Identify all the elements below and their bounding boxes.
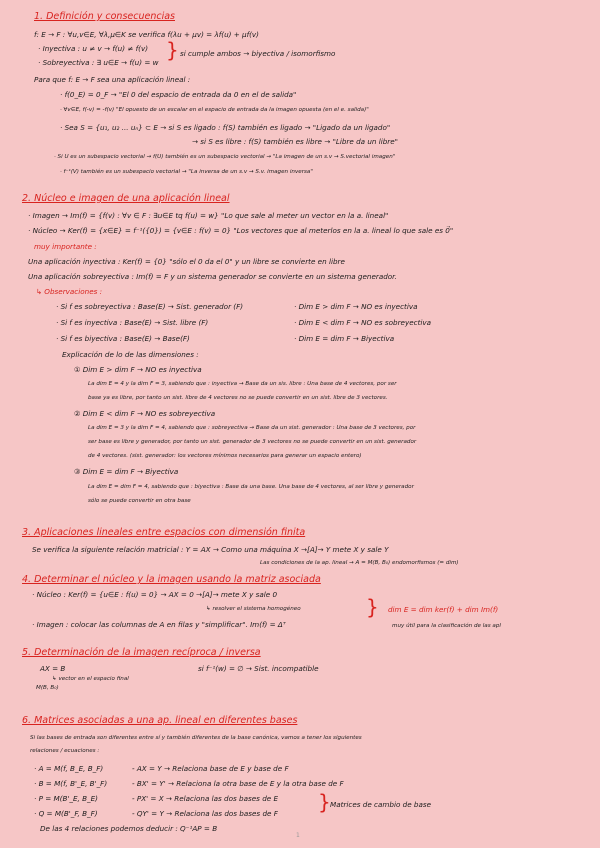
case-2-text-b: ser base es libre y generador, por tanto un sist. generador de 3 vectores no se puede convertir en un sist. generador <box>88 439 417 445</box>
section-1-title: 1. Definición y consecuencias <box>34 11 175 22</box>
solve-homogeneous: ↳ resolver el sistema homogéneo <box>206 606 301 612</box>
rank-nullity-note: muy útil para la clasificación de las apl <box>392 623 501 629</box>
matrix-p: · P = M(B'_E, B_E) <box>34 794 98 803</box>
image-def: · Imagen → Im(f) = {f(v) : ∀v ∈ F : ∃u∈E tq f(u) = w} "Lo que sale al meter un vector en la a. lineal" <box>28 211 389 220</box>
matrix-mb: M(B, B₀) <box>36 685 59 691</box>
important-label: muy importante : <box>34 242 97 251</box>
matrix-conditions: Las condiciones de la ap. lineal → A = M(B, B₀) endomorfismos (= dim) <box>260 560 459 566</box>
case-1-text-a: La dim E = 4 y la dim F = 3, sabiendo que : inyectiva → Base da un sis. libre : Una base de 4 vectores, por ser <box>88 381 397 387</box>
case-2-text-c: de 4 vectores. (sist. generador: los vectores mínimos necesarios para generar un espacio entero) <box>88 453 362 459</box>
brace: } <box>318 790 331 814</box>
property-opposite: · ∀v∈E, f(-v) = -f(v) "El opuesto de un escalar en el espacio de entrada da la imagen opuesta (en el e. salida)" <box>60 107 369 113</box>
injective-def: · Inyectiva : u ≠ v → f(u) ≠ f(v) <box>38 44 149 53</box>
surjective-def: · Sobreyectiva : ∃ u∈E → f(u) = w <box>38 58 159 67</box>
relation-px: - PX' = X → Relaciona las dos bases de E <box>132 794 279 803</box>
matrix-relation: Se verifica la siguiente relación matricial : Y = AX → Como una máquina X →[A]→ Y mete X y sale Y <box>32 545 389 554</box>
section-4-title: 4. Determinar el núcleo y la imagen usando la matriz asociada <box>22 574 321 585</box>
case-3-text-a: La dim E = dim F = 4, sabiendo que : biyectiva : Base da una base. Una base de 4 vectores, al ser libre y generador <box>88 484 414 490</box>
case-3: ③ Dim E = dim F → Biyectiva <box>74 467 179 476</box>
surjective-note: Una aplicación sobreyectiva : Im(f) = F y un sistema generador se convierte en un sistema generador. <box>28 272 397 281</box>
relation-ax: - AX = Y → Relaciona base de E y base de F <box>132 764 289 773</box>
bases-intro: Si las bases de entrada son diferentes entre sí y también diferentes de la base canónica, vamos a tener los siguientes <box>30 735 362 741</box>
rank-nullity: dim E = dim ker(f) + dim Im(f) <box>388 605 499 614</box>
final-space-vector: ↳ vector en el espacio final <box>52 676 129 682</box>
ax-b: AX = B <box>40 664 66 673</box>
dim-explanation-title: Explicación de lo de las dimensiones : <box>62 350 199 359</box>
dim-equal: · Dim E = dim F → Biyectiva <box>294 334 395 343</box>
brace: } <box>366 595 379 619</box>
matrix-a: · A = M(f, B_E, B_F) <box>34 764 104 773</box>
property-libre: → si S es libre : f(S) también es libre → "Libre da un libre" <box>192 137 398 146</box>
property-subspace-inverse: · f⁻¹(V) también es un subespacio vectorial → "La inversa de un s.v → S.v. imagen inversa" <box>60 169 313 175</box>
relation-bx: - BX' = Y' → Relaciona la otra base de E y la otra base de F <box>132 779 344 788</box>
section-3-title: 3. Aplicaciones lineales entre espacios con dimensión finita <box>22 527 306 538</box>
property-zero: · f(0_E) = 0_F → "El 0 del espacio de entrada da 0 en el de salida" <box>60 90 297 99</box>
bases-intro-2: relaciones / ecuaciones : <box>30 748 100 754</box>
change-of-basis-label: Matrices de cambio de base <box>330 800 432 809</box>
brace: } <box>166 38 179 62</box>
page-number: 1 <box>296 832 300 839</box>
relation-qy: - QY' = Y → Relaciona las dos bases de F <box>132 809 278 818</box>
case-2: ② Dim E < dim F → NO es sobreyectiva <box>74 409 216 418</box>
case-1-text-b: base ya es libre, por tanto un sist. libre de 4 vectores no se puede convertir en un sist. libre de 3 vectores. <box>88 395 388 401</box>
conditions-intro: Para que f: E → F sea una aplicación lineal : <box>34 75 191 84</box>
case-3-text-b: sólo se puede convertir en otra base <box>88 498 191 504</box>
property-subspace-image: · Si U es un subespacio vectorial → f(U) también es un subespacio vectorial → "La imagen de un s.v → S.vectorial imagen" <box>54 154 396 160</box>
kernel-def: · Núcleo → Ker(f) = {x∈E} = f⁻¹({0}) = {v∈E : f(v) = 0} "Los vectores que al meterlos en la a. lineal lo que sale es 0⃗" <box>28 226 454 235</box>
observations-label: ↳ Observaciones : <box>36 287 103 296</box>
matrix-q: · Q = M(B'_F, B_F) <box>34 809 98 818</box>
matrix-b: · B = M(f, B'_E, B'_F) <box>34 779 108 788</box>
deduction: De las 4 relaciones podemos deducir : Q⁻¹AP = B <box>40 824 218 833</box>
section-5-title: 5. Determinación de la imagen recíproca / inversa <box>22 647 261 658</box>
obs-surjective: · Si f es sobreyectiva : Base(E) → Sist. generador (F) <box>56 302 244 311</box>
section-2-title: 2. Núcleo e imagen de una aplicación lineal <box>22 193 230 204</box>
case-1: ① Dim E > dim F → NO es inyectiva <box>74 365 202 374</box>
injective-note: Una aplicación inyectiva : Ker(f) = {0} "sólo el 0 da el 0" y un libre se convierte en libre <box>28 257 345 266</box>
dim-less: · Dim E < dim F → NO es sobreyectiva <box>294 318 432 327</box>
obs-injective: · Si f es inyectiva : Base(E) → Sist. libre (F) <box>56 318 209 327</box>
kernel-matrix: · Núcleo : Ker(f) = {u∈E : f(u) = 0} → AX = 0 →[A]→ mete X y sale 0 <box>32 590 278 599</box>
bijective-note: si cumple ambos → biyectiva / isomorfismo <box>180 49 336 58</box>
obs-bijective: · Si f es biyectiva : Base(E) → Base(F) <box>56 334 190 343</box>
dim-greater: · Dim E > dim F → NO es inyectiva <box>294 302 418 311</box>
property-ligado: · Sea S = {u₁, u₂ ... uₙ} ⊂ E → si S es ligado : f(S) también es ligado → "Ligado da un ligado" <box>60 123 391 132</box>
section-6-title: 6. Matrices asociadas a una ap. lineal en diferentes bases <box>22 715 298 726</box>
linear-map-definition: f: E → F : ∀u,v∈E, ∀λ,μ∈K se verifica f(λu + μv) = λf(u) + μf(v) <box>34 30 259 39</box>
image-matrix: · Imagen : colocar las columnas de A en filas y "simplificar". Im(f) = Δᵀ <box>32 620 286 629</box>
incompatible-note: si f⁻¹(w) = ∅ → Sist. incompatible <box>198 664 319 673</box>
case-2-text-a: La dim E = 3 y la dim F = 4, sabiendo que : sobreyectiva → Base da un sist. generador : Una base de 3 vectores, por <box>88 425 416 431</box>
